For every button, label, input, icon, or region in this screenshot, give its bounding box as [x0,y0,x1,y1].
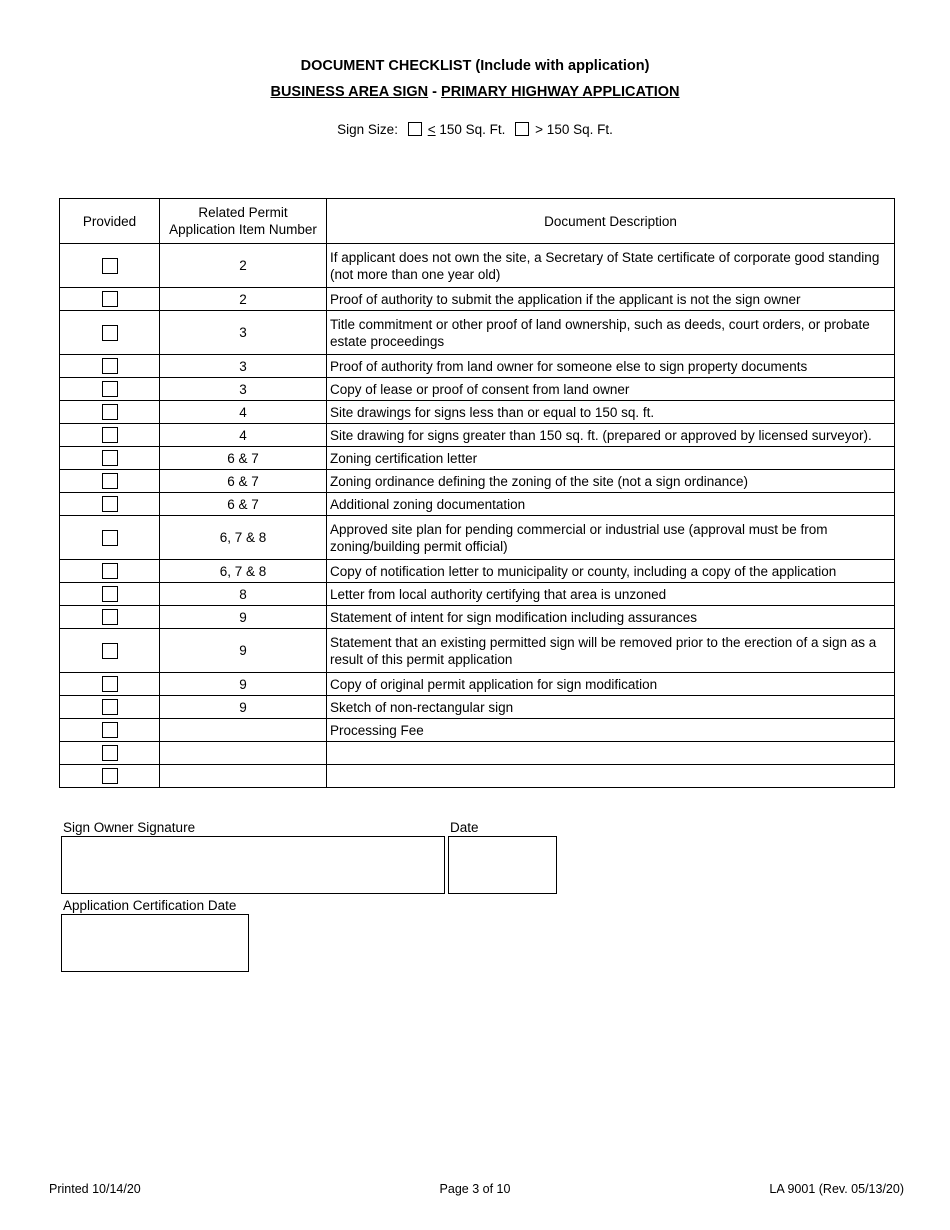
description-cell: Site drawings for signs less than or equal to 150 sq. ft. [327,401,895,424]
provided-checkbox[interactable] [102,258,118,274]
provided-checkbox[interactable] [102,291,118,307]
table-row [60,401,895,424]
item-number-cell: 2 [160,288,327,311]
item-number-cell: 6 & 7 [160,493,327,516]
signature-date-field[interactable] [448,836,557,894]
table-row [60,606,895,629]
provided-checkbox[interactable] [102,496,118,512]
provided-cell [60,424,160,447]
provided-checkbox[interactable] [102,609,118,625]
description-cell: Processing Fee [327,719,895,742]
provided-cell [60,288,160,311]
sign-size-small-label: 150 Sq. Ft. [435,122,506,137]
table-row [60,288,895,311]
provided-checkbox[interactable] [102,450,118,466]
item-number-cell: 6, 7 & 8 [160,516,327,560]
item-number-cell: 6 & 7 [160,470,327,493]
subtitle-business-area-sign: BUSINESS AREA SIGN [270,84,429,100]
item-number-cell [160,742,327,765]
item-number-cell [160,765,327,788]
provided-checkbox[interactable] [102,358,118,374]
provided-cell [60,765,160,788]
provided-checkbox[interactable] [102,427,118,443]
description-cell: Title commitment or other proof of land ownership, such as deeds, court orders, or probate estate proceedings [327,311,895,355]
item-number-cell: 9 [160,673,327,696]
item-number-cell: 6, 7 & 8 [160,560,327,583]
provided-checkbox[interactable] [102,473,118,489]
subtitle-separator: - [428,84,442,100]
item-number-cell: 8 [160,583,327,606]
provided-cell [60,470,160,493]
description-cell [327,765,895,788]
document-checklist-table [59,198,895,788]
header-provided: Provided [60,199,160,244]
table-row [60,355,895,378]
provided-checkbox[interactable] [102,676,118,692]
table-row [60,696,895,719]
item-number-cell: 4 [160,401,327,424]
provided-checkbox[interactable] [102,768,118,784]
description-cell: Copy of notification letter to municipality or county, including a copy of the application [327,560,895,583]
provided-cell [60,516,160,560]
table-row [60,673,895,696]
subtitle-primary-highway: PRIMARY HIGHWAY APPLICATION [441,84,680,100]
provided-cell [60,244,160,288]
item-number-cell: 3 [160,355,327,378]
provided-cell [60,311,160,355]
table-row [60,311,895,355]
description-cell: If applicant does not own the site, a Secretary of State certificate of corporate good standing (not more than one year old) [327,244,895,288]
description-cell: Proof of authority from land owner for someone else to sign property documents [327,355,895,378]
header-description: Document Description [327,199,895,244]
item-number-cell: 4 [160,424,327,447]
table-row [60,447,895,470]
table-row [60,493,895,516]
table-header-row [60,199,895,244]
item-number-cell [160,719,327,742]
table-row [60,719,895,742]
item-number-cell: 9 [160,606,327,629]
provided-cell [60,719,160,742]
description-cell [327,742,895,765]
table-row [60,629,895,673]
description-cell: Zoning certification letter [327,447,895,470]
provided-cell [60,629,160,673]
footer-form-number: LA 9001 (Rev. 05/13/20) [769,1182,904,1196]
item-number-cell: 2 [160,244,327,288]
description-cell: Approved site plan for pending commercial or industrial use (approval must be from zoning/building permit official) [327,516,895,560]
description-cell: Statement of intent for sign modification including assurances [327,606,895,629]
header-item-line1: Related Permit [198,205,288,220]
provided-cell [60,742,160,765]
provided-checkbox[interactable] [102,563,118,579]
description-cell: Site drawing for signs greater than 150 sq. ft. (prepared or approved by licensed surveyor). [327,424,895,447]
provided-cell [60,378,160,401]
provided-cell [60,401,160,424]
provided-cell [60,447,160,470]
provided-cell [60,560,160,583]
date-label: Date [450,820,479,835]
certification-date-label: Application Certification Date [63,898,237,913]
footer-printed-date: Printed 10/14/20 [49,1182,141,1196]
header-item-number [160,199,327,244]
item-number-cell: 3 [160,311,327,355]
page-subtitle [0,84,950,100]
provided-checkbox[interactable] [102,381,118,397]
provided-cell [60,696,160,719]
provided-cell [60,355,160,378]
description-cell: Sketch of non-rectangular sign [327,696,895,719]
description-cell: Letter from local authority certifying that area is unzoned [327,583,895,606]
sign-size-label: Sign Size: [337,122,398,137]
description-cell: Statement that an existing permitted sign will be removed prior to the erection of a sign as a result of this permit application [327,629,895,673]
item-number-cell: 6 & 7 [160,447,327,470]
sign-size-large-label: > 150 Sq. Ft. [535,122,613,137]
provided-checkbox[interactable] [102,530,118,546]
description-cell: Zoning ordinance defining the zoning of the site (not a sign ordinance) [327,470,895,493]
provided-checkbox[interactable] [102,404,118,420]
table-row [60,378,895,401]
sign-size-selector [0,122,950,137]
table-row [60,560,895,583]
provided-checkbox[interactable] [102,722,118,738]
provided-cell [60,606,160,629]
provided-cell [60,673,160,696]
provided-checkbox[interactable] [102,325,118,341]
header-item-line2: Application Item Number [169,222,317,237]
table-row [60,583,895,606]
page-title: DOCUMENT CHECKLIST (Include with application) [300,58,650,74]
provided-cell [60,493,160,516]
table-row [60,765,895,788]
certification-date-field[interactable] [61,914,249,972]
footer-page-number: Page 3 of 10 [439,1182,511,1196]
sign-owner-signature-field[interactable] [61,836,445,894]
sign-size-small-checkbox[interactable] [408,122,422,136]
provided-checkbox[interactable] [102,745,118,761]
item-number-cell: 3 [160,378,327,401]
provided-checkbox[interactable] [102,643,118,659]
table-row [60,424,895,447]
description-cell: Copy of original permit application for sign modification [327,673,895,696]
sign-size-large-checkbox[interactable] [515,122,529,136]
table-row [60,516,895,560]
provided-checkbox[interactable] [102,699,118,715]
description-cell: Copy of lease or proof of consent from land owner [327,378,895,401]
description-cell: Additional zoning documentation [327,493,895,516]
table-row [60,244,895,288]
sign-owner-signature-label: Sign Owner Signature [63,820,196,835]
table-row [60,742,895,765]
item-number-cell: 9 [160,629,327,673]
provided-cell [60,583,160,606]
item-number-cell: 9 [160,696,327,719]
less-equal-symbol: < [427,122,436,137]
table-row [60,470,895,493]
provided-checkbox[interactable] [102,586,118,602]
description-cell: Proof of authority to submit the application if the applicant is not the sign owner [327,288,895,311]
